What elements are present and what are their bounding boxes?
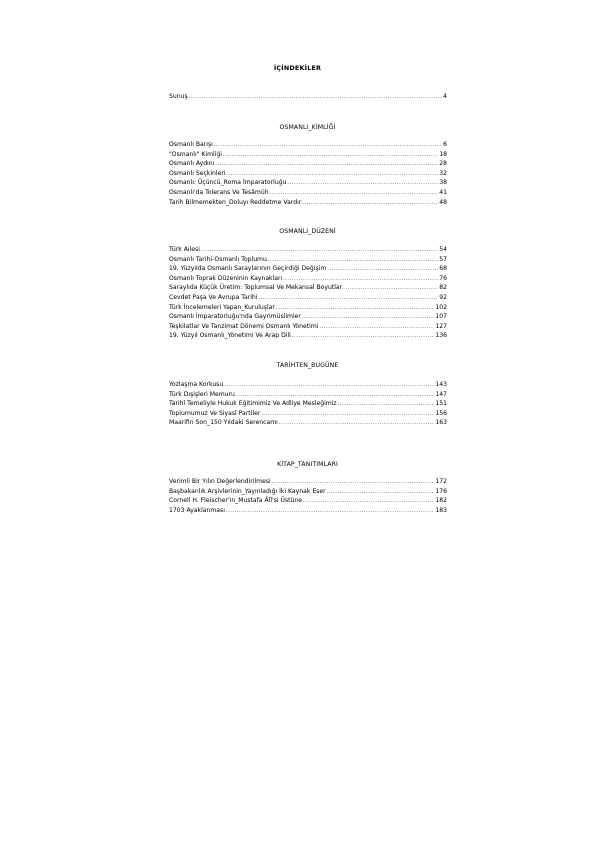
document-title: İÇİNDEKİLER bbox=[273, 64, 322, 72]
toc-entry[interactable] bbox=[169, 159, 447, 169]
toc-entry-title: Maarifin Son_150 Yıldaki Serencamı bbox=[169, 419, 278, 427]
toc-entry-page: 183 bbox=[435, 506, 447, 514]
toc-entry-title: Tarih Bilmemekten_Doluyı Reddetme Vardır bbox=[169, 198, 302, 206]
toc-entry-page: 6 bbox=[443, 141, 447, 148]
toc-leader-dots bbox=[303, 497, 434, 506]
toc-entry[interactable] bbox=[169, 293, 447, 303]
toc-entry-title: Türk İncelemeleri Yapan_Kuruluşlar bbox=[169, 303, 275, 311]
toc-entry[interactable] bbox=[169, 178, 447, 188]
toc-entry[interactable] bbox=[169, 418, 447, 428]
toc-entry[interactable] bbox=[169, 92, 447, 102]
toc-leader-dots bbox=[214, 141, 442, 150]
toc-leader-dots bbox=[319, 323, 434, 332]
toc-entry-title: Verimli Bir Yılın Değerlendirilmesi bbox=[169, 478, 271, 485]
toc-entry-title: Türk Ailesi bbox=[169, 246, 200, 253]
toc-leader-dots bbox=[223, 151, 438, 160]
toc-entry-title: 19. Yüzyıl Osmanlı_Yönetimi Ve Arap Dili bbox=[169, 332, 291, 340]
toc-entry-page: 136 bbox=[435, 332, 447, 340]
toc-section-list bbox=[169, 140, 447, 207]
toc-entry[interactable] bbox=[169, 409, 447, 419]
toc-entry-title: Osmanlı Barışı bbox=[169, 141, 213, 148]
toc-entry[interactable] bbox=[169, 487, 447, 497]
toc-entry[interactable] bbox=[169, 274, 447, 284]
toc-entry-title: Yozlaşma Korkusu bbox=[169, 381, 224, 388]
section-heading: OSMANLI_DÜZENİ bbox=[279, 228, 336, 235]
toc-entry-page: 107 bbox=[435, 313, 447, 321]
toc-entry-title: 1703 Ayaklanması bbox=[169, 506, 225, 514]
toc-leader-dots bbox=[279, 419, 435, 428]
toc-entry[interactable] bbox=[169, 303, 447, 313]
toc-leader-dots bbox=[258, 294, 438, 303]
toc-leader-dots bbox=[224, 381, 434, 390]
toc-entry-title: Türk Dışişleri Memuru bbox=[169, 390, 235, 398]
toc-entry[interactable] bbox=[169, 399, 447, 409]
toc-entry-title: Osmanlı Aydını bbox=[169, 160, 215, 168]
toc-entry[interactable] bbox=[169, 496, 447, 506]
toc-leader-dots bbox=[327, 265, 438, 274]
toc-entry[interactable] bbox=[169, 150, 447, 160]
toc-entry[interactable] bbox=[169, 322, 447, 332]
toc-entry-title: Cornell H. Fleischer'in_Mustafa Âlî'si Üstüne bbox=[169, 497, 302, 505]
toc-entry-page: 4 bbox=[443, 93, 447, 100]
toc-leader-dots bbox=[189, 93, 442, 102]
toc-leader-dots bbox=[215, 160, 438, 169]
toc-leader-dots bbox=[261, 410, 434, 419]
toc-intro-list bbox=[169, 92, 447, 102]
toc-entry-title: Osmanlı Seçkinleri bbox=[169, 169, 226, 177]
toc-entry[interactable] bbox=[169, 312, 447, 322]
toc-entry-title: Toplumumuz Ve Siyasî Partiler bbox=[169, 409, 261, 417]
toc-leader-dots bbox=[236, 391, 434, 400]
toc-entry[interactable] bbox=[169, 245, 447, 255]
toc-leader-dots bbox=[270, 189, 439, 198]
toc-entry-title: "Osmanlı" Kimliği bbox=[169, 150, 223, 158]
toc-leader-dots bbox=[302, 199, 438, 208]
toc-leader-dots bbox=[343, 284, 438, 293]
toc-section-list bbox=[169, 380, 447, 428]
toc-leader-dots bbox=[226, 507, 434, 516]
toc-entry-title: Osmanlı Tarihi-Osmanlı Toplumu bbox=[169, 255, 267, 263]
toc-entry-page: 151 bbox=[435, 400, 447, 408]
toc-leader-dots bbox=[287, 179, 438, 188]
toc-leader-dots bbox=[302, 313, 434, 322]
toc-entry-title: Osmanlı İmparatorluğu'nda Gayrimüslimler bbox=[169, 313, 301, 321]
toc-entry[interactable] bbox=[169, 140, 447, 150]
toc-entry-page: 48 bbox=[439, 198, 447, 206]
toc-entry-page: 172 bbox=[435, 478, 447, 485]
toc-entry-page: 32 bbox=[439, 169, 447, 177]
toc-entry-page: 18 bbox=[439, 150, 447, 158]
toc-entry-page: 143 bbox=[435, 381, 447, 388]
toc-entry-page: 57 bbox=[439, 255, 447, 263]
toc-entry[interactable] bbox=[169, 188, 447, 198]
toc-entry-page: 54 bbox=[439, 246, 447, 253]
toc-entry-page: 147 bbox=[435, 390, 447, 398]
toc-entry-page: 156 bbox=[435, 409, 447, 417]
toc-entry[interactable] bbox=[169, 264, 447, 274]
toc-entry-page: 28 bbox=[439, 160, 447, 168]
toc-entry-title: Sunuş bbox=[169, 93, 188, 100]
toc-section-list bbox=[169, 245, 447, 341]
toc-entry-title: Osmanlı'da Tolerans Ve Tesâmüh bbox=[169, 188, 269, 196]
toc-entry-title: Osmanlı Toprak Düzeninin Kaynakları bbox=[169, 274, 283, 282]
toc-section-list bbox=[169, 477, 447, 515]
toc-entry-page: 163 bbox=[435, 419, 447, 427]
toc-entry-page: 102 bbox=[435, 303, 447, 311]
toc-entry[interactable] bbox=[169, 283, 447, 293]
toc-entry-page: 82 bbox=[439, 284, 447, 292]
section-heading: KİTAP_TANITIMLARI bbox=[277, 461, 338, 468]
toc-entry-title: Teşkilatlar Ve Tanzimat Dönemi Osmanlı Yönetimi bbox=[169, 322, 319, 330]
toc-entry-title: Başbakanlık Arşivlerinin_Yayınladığı İki Kaynak Eser bbox=[169, 487, 326, 495]
toc-leader-dots bbox=[292, 332, 435, 341]
toc-entry[interactable] bbox=[169, 255, 447, 265]
toc-entry-page: 92 bbox=[439, 293, 447, 301]
toc-leader-dots bbox=[201, 246, 438, 255]
toc-entry[interactable] bbox=[169, 390, 447, 400]
toc-entry-page: 68 bbox=[439, 265, 447, 273]
toc-entry-page: 76 bbox=[439, 274, 447, 282]
toc-leader-dots bbox=[272, 478, 435, 487]
toc-entry-title: Osmanlı: Üçüncü_Roma İmparatorluğu bbox=[169, 179, 287, 187]
toc-entry[interactable] bbox=[169, 331, 447, 341]
toc-entry-title: Cevdet Paşa Ve Avrupa Tarihi bbox=[169, 293, 258, 301]
section-heading: OSMANLI_KİMLİĞİ bbox=[279, 124, 336, 131]
toc-entry-title: Saraylıda Küçük Üretim: Toplumsal Ve Mekansal Boyutlar bbox=[169, 284, 343, 292]
toc-entry-page: 182 bbox=[435, 497, 447, 505]
toc-leader-dots bbox=[276, 304, 434, 313]
toc-leader-dots bbox=[227, 170, 439, 179]
toc-entry-page: 38 bbox=[439, 179, 447, 187]
toc-entry[interactable] bbox=[169, 169, 447, 179]
toc-entry[interactable] bbox=[169, 477, 447, 487]
toc-entry[interactable] bbox=[169, 198, 447, 208]
section-heading: TARİHTEN_BUGÜNE bbox=[276, 362, 339, 369]
toc-entry-title: 19. Yüzyılda Osmanlı Saraylarının Geçirdiği Değişim bbox=[169, 265, 327, 273]
toc-entry-page: 127 bbox=[435, 322, 447, 330]
toc-leader-dots bbox=[338, 400, 435, 409]
toc-entry-title: Tarihî Temeliyle Hukuk Eğitimimiz Ve Adliye Mesleğimiz bbox=[169, 400, 337, 408]
toc-leader-dots bbox=[327, 488, 435, 497]
toc-leader-dots bbox=[268, 256, 438, 265]
toc-leader-dots bbox=[283, 275, 438, 284]
toc-entry-page: 41 bbox=[439, 188, 447, 196]
toc-entry[interactable] bbox=[169, 506, 447, 516]
toc-entry[interactable] bbox=[169, 380, 447, 390]
toc-entry-page: 176 bbox=[435, 487, 447, 495]
